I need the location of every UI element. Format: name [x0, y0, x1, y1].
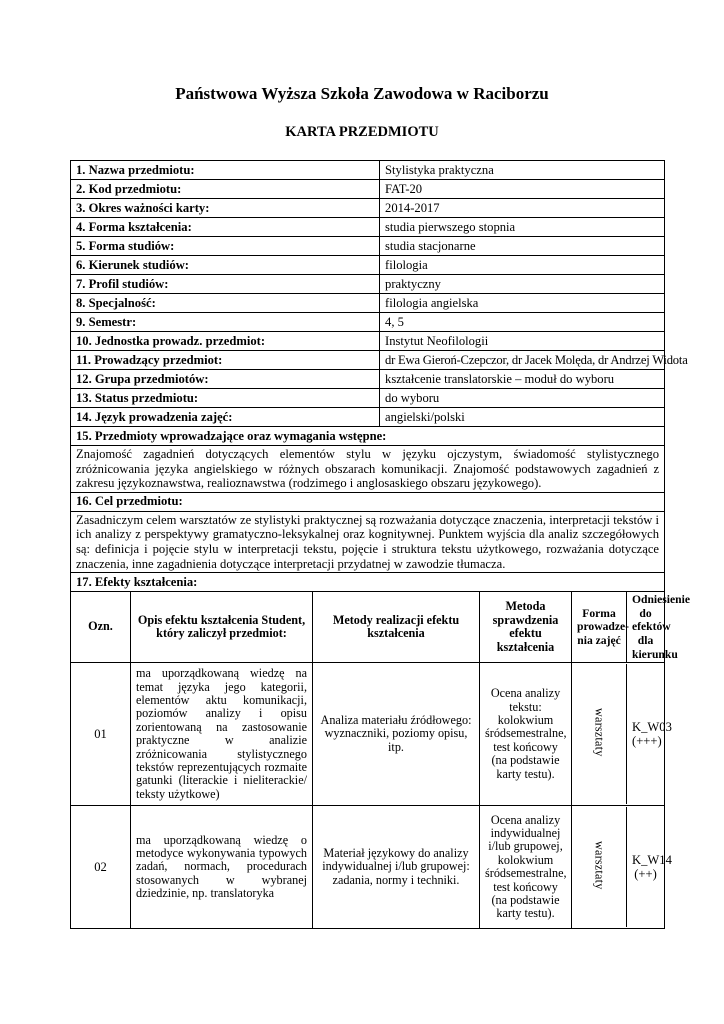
field-value: dr Ewa Gieroń-Czepczor, dr Jacek Molęda, dr Andrzej Widota: [380, 351, 665, 370]
field-label: 6. Kierunek studiów:: [71, 256, 380, 275]
section-heading: 17. Efekty kształcenia:: [71, 573, 665, 592]
field-value: FAT-20: [380, 180, 665, 199]
field-value: studia stacjonarne: [380, 237, 665, 256]
field-row-field-of-study: [71, 256, 665, 275]
section-heading: 15. Przedmioty wprowadzające oraz wymagania wstępne:: [71, 427, 665, 446]
field-row-course-group: [71, 370, 665, 389]
field-value: kształcenie translatorskie – moduł do wyboru: [380, 370, 665, 389]
section-text: Znajomość zagadnień dotyczących elementów stylu w języku ojczystym, świadomość stylistycznego zróżnicowania języka angielskiego w różnych obszarach komunikacji. Znajomość podstawowych zagadnień z zakresu językoznawstwa, realioznawstwa (rodzimego i anglosaskiego obszaru językowego).: [71, 446, 665, 493]
column-header-description: Opis efektu kształcenia Student, który zaliczył przedmiot:: [131, 592, 313, 663]
field-label: 10. Jednostka prowadz. przedmiot:: [71, 332, 380, 351]
section-heading: 16. Cel przedmiotu:: [71, 492, 665, 511]
field-value: 2014-2017: [380, 199, 665, 218]
outcome-reference: K_W03 (+++): [632, 719, 672, 749]
column-header-reference: Odniesienie do efektów dla kierunku: [632, 593, 690, 661]
outcome-assessment: Ocena analizy tekstu: kolokwium śródsemestralne, test końcowy (na podstawie karty testu).: [480, 663, 572, 806]
field-value: Instytut Neofilologii: [380, 332, 665, 351]
section-text: Zasadniczym celem warsztatów ze stylistyki praktycznej są rozważania dotyczące znaczenia, interpretacji tekstów i ich analizy z perspektywy gramatyczno-leksykalnej oraz kognitywnej. Punktem wyjścia dla analiz szczegółowych są: definicja i pojęcie stylu w interpretacji tekstu, pojęcie i struktura tekstu użytkowego, rozważania dotyczące znaczenia, inne zagadnienia dotyczące interpretacji przydatnej w zawodzie tłumacza.: [71, 511, 665, 572]
field-row-instructors: [71, 351, 665, 370]
outcome-row: [71, 663, 665, 806]
field-value: do wyboru: [380, 389, 665, 408]
field-row-language: [71, 408, 665, 427]
field-value: praktyczny: [380, 275, 665, 294]
section-16-heading-row: [71, 492, 665, 511]
field-value: angielski/polski: [380, 408, 665, 427]
header-split: [572, 592, 690, 662]
field-row-specialty: [71, 294, 665, 313]
field-label: 4. Forma kształcenia:: [71, 218, 380, 237]
outcome-reference: K_W14 (++): [632, 852, 672, 882]
field-label: 11. Prowadzący przedmiot:: [71, 351, 380, 370]
field-value: 4, 5: [380, 313, 665, 332]
field-row-course-name: [71, 161, 665, 180]
field-row-status: [71, 389, 665, 408]
field-value: filologia: [380, 256, 665, 275]
outcome-form-and-reference: [572, 806, 672, 929]
outcome-description: ma uporządkowaną wiedzę na temat języka jego kategorii, elementów aktu komunikacji, poziomów analizy i opisu zorientowaną na zastosowanie praktyczne w analizie zróżnicowania stylistycznego tekstów reprezentujących rozmaite gatunki (literackie i nieliterackie/ teksty użytkowe): [131, 663, 313, 806]
section-15-text-row: [71, 446, 665, 493]
institution-title: Państwowa Wyższa Szkoła Zawodowa w Raciborzu: [175, 84, 549, 103]
field-label: 1. Nazwa przedmiotu:: [71, 161, 380, 180]
column-header-form-and-reference: [572, 592, 690, 663]
outcome-form-text: warsztaty: [592, 841, 607, 890]
field-row-validity: [71, 199, 665, 218]
field-row-education-form: [71, 218, 665, 237]
field-label: 7. Profil studiów:: [71, 275, 380, 294]
field-label: 12. Grupa przedmiotów:: [71, 370, 380, 389]
field-label: 13. Status przedmiotu:: [71, 389, 380, 408]
outcome-form: [572, 664, 627, 804]
field-value: studia pierwszego stopnia: [380, 218, 665, 237]
field-label: 14. Język prowadzenia zajęć:: [71, 408, 380, 427]
outcome-methods: Materiał językowy do analizy indywidualnej i/lub grupowej: zadania, normy i techniki.: [313, 806, 480, 929]
column-header-code: Ozn.: [71, 592, 131, 663]
outcome-code: 01: [71, 663, 131, 806]
field-row-course-code: [71, 180, 665, 199]
outcome-form-text: warsztaty: [592, 708, 607, 757]
section-16-text-row: [71, 511, 665, 572]
outcome-description: ma uporządkowaną wiedzę o metodyce wykonywania typowych zadań, normach, procedurach stosowanych w wybranej dziedzinie, np. translatoryka: [131, 806, 313, 929]
document-title: KARTA PRZEDMIOTU: [285, 124, 439, 140]
field-label: 2. Kod przedmiotu:: [71, 180, 380, 199]
field-label: 3. Okres ważności karty:: [71, 199, 380, 218]
field-label: 8. Specjalność:: [71, 294, 380, 313]
outcome-code: 02: [71, 806, 131, 929]
outcome-split: [572, 807, 672, 927]
outcome-split: [572, 664, 672, 804]
field-label: 5. Forma studiów:: [71, 237, 380, 256]
field-value: Stylistyka praktyczna: [380, 161, 665, 180]
outcome-form-and-reference: [572, 663, 672, 806]
outcome-row: [71, 806, 665, 929]
field-row-profile: [71, 275, 665, 294]
section-17-heading-row: [71, 573, 665, 592]
field-row-semester: [71, 313, 665, 332]
field-row-unit: [71, 332, 665, 351]
column-header-form: Forma prowadze-nia zajęć: [572, 592, 627, 662]
outcome-methods: Analiza materiału źródłowego: wyznaczniki, poziomy opisu, itp.: [313, 663, 480, 806]
outcomes-header-row: [71, 592, 665, 663]
field-value: filologia angielska: [380, 294, 665, 313]
course-card-table: [70, 160, 690, 929]
outcome-assessment: Ocena analizy indywidualnej i/lub grupowej, kolokwium śródsemestralne, test końcowy (na podstawie karty testu).: [480, 806, 572, 929]
section-15-heading-row: [71, 427, 665, 446]
outcome-form: [572, 807, 627, 927]
column-header-assessment: Metoda sprawdzenia efektu kształcenia: [480, 592, 572, 663]
column-header-methods: Metody realizacji efektu kształcenia: [313, 592, 480, 663]
field-label: 9. Semestr:: [71, 313, 380, 332]
field-row-study-form: [71, 237, 665, 256]
